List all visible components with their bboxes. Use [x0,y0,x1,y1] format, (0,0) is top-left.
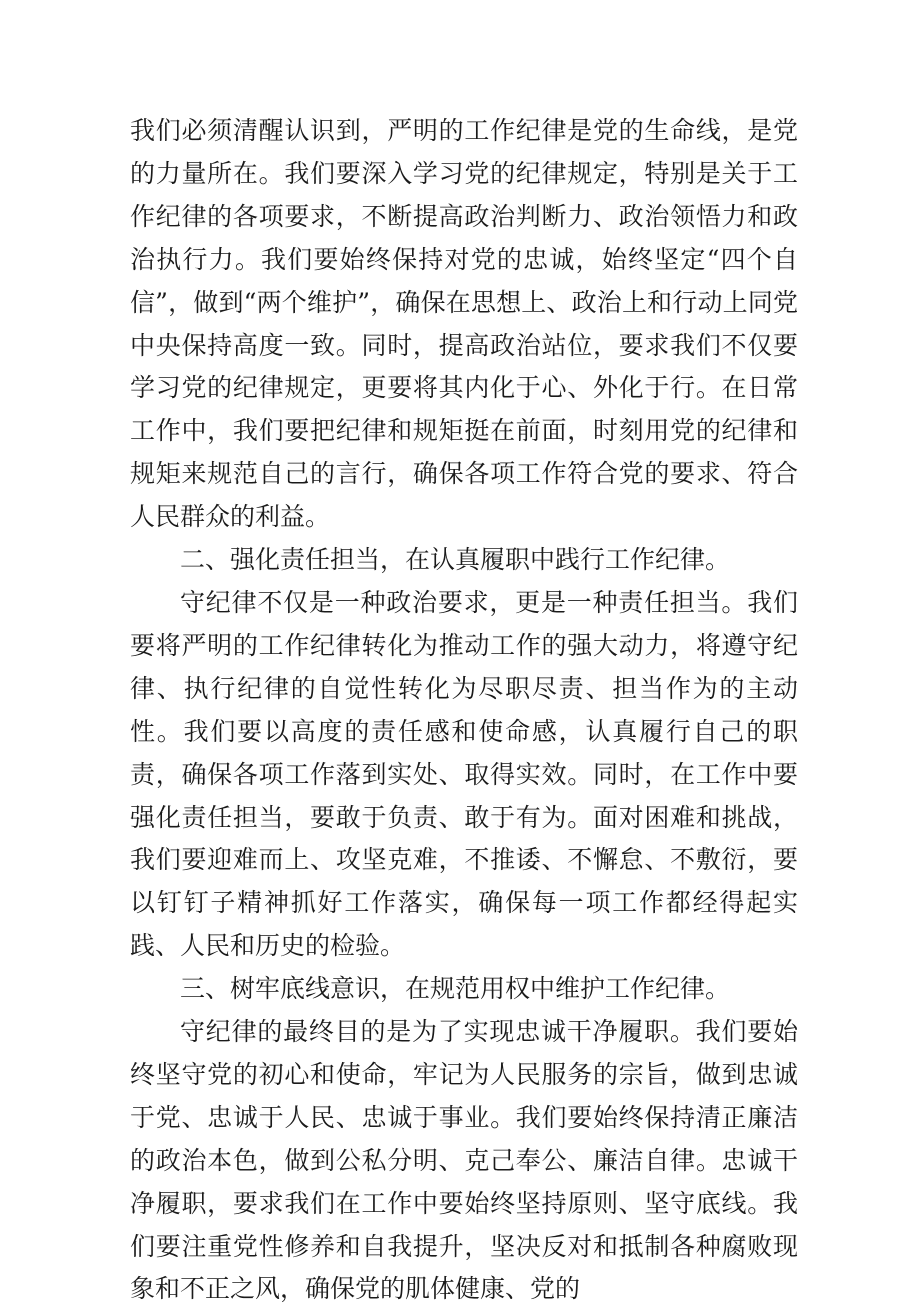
body-paragraph-3: 守纪律的最终目的是为了实现忠诚干净履职。我们要始终坚守党的初心和使命，牢记为人民服务的宗旨，做到忠诚于党、忠诚于人民、忠诚于事业。我们要始终保持清正廉洁的政治本色，做到公私分明、克己奉公、廉洁自律。忠诚干净履职，要求我们在工作中要始终坚持原则、坚守底线。我们要注重党性修养和自我提升，坚决反对和抵制各种腐败现象和不正之风，确保党的肌体健康、党的 [130,1017,798,1304]
body-paragraph-1: 我们必须清醒认识到，严明的工作纪律是党的生命线，是党的力量所在。我们要深入学习党的纪律规定，特别是关于工作纪律的各项要求，不断提高政治判断力、政治领悟力和政治执行力。我们要始终保持对党的忠诚，始终坚定“四个自信”，做到“两个维护”，确保在思想上、政治上和行动上同党中央保持高度一致。同时，提高政治站位，要求我们不仅要学习党的纪律规定，更要将其内化于心、外化于行。在日常工作中，我们要把纪律和规矩挺在前面，时刻用党的纪律和规矩来规范自己的言行，确保各项工作符合党的要求、符合人民群众的利益。 [130,116,798,532]
document-page [130,110,798,1311]
body-paragraph-2: 守纪律不仅是一种政治要求，更是一种责任担当。我们要将严明的工作纪律转化为推动工作的强大动力，将遵守纪律、执行纪律的自觉性转化为尽职尽责、担当作为的主动性。我们要以高度的责任感和使命感，认真履行自己的职责，确保各项工作落到实处、取得实效。同时，在工作中要强化责任担当，要敢于负责、敢于有为。面对困难和挑战，我们要迎难而上、攻坚克难，不推诿、不懈怠、不敷衍，要以钉钉子精神抓好工作落实，确保每一项工作都经得起实践、人民和历史的检验。 [130,587,798,961]
section-heading-3: 三、树牢底线意识，在规范用权中维护工作纪律。 [180,974,731,1004]
section-heading-2: 二、强化责任担当，在认真履职中践行工作纪律。 [180,545,731,575]
